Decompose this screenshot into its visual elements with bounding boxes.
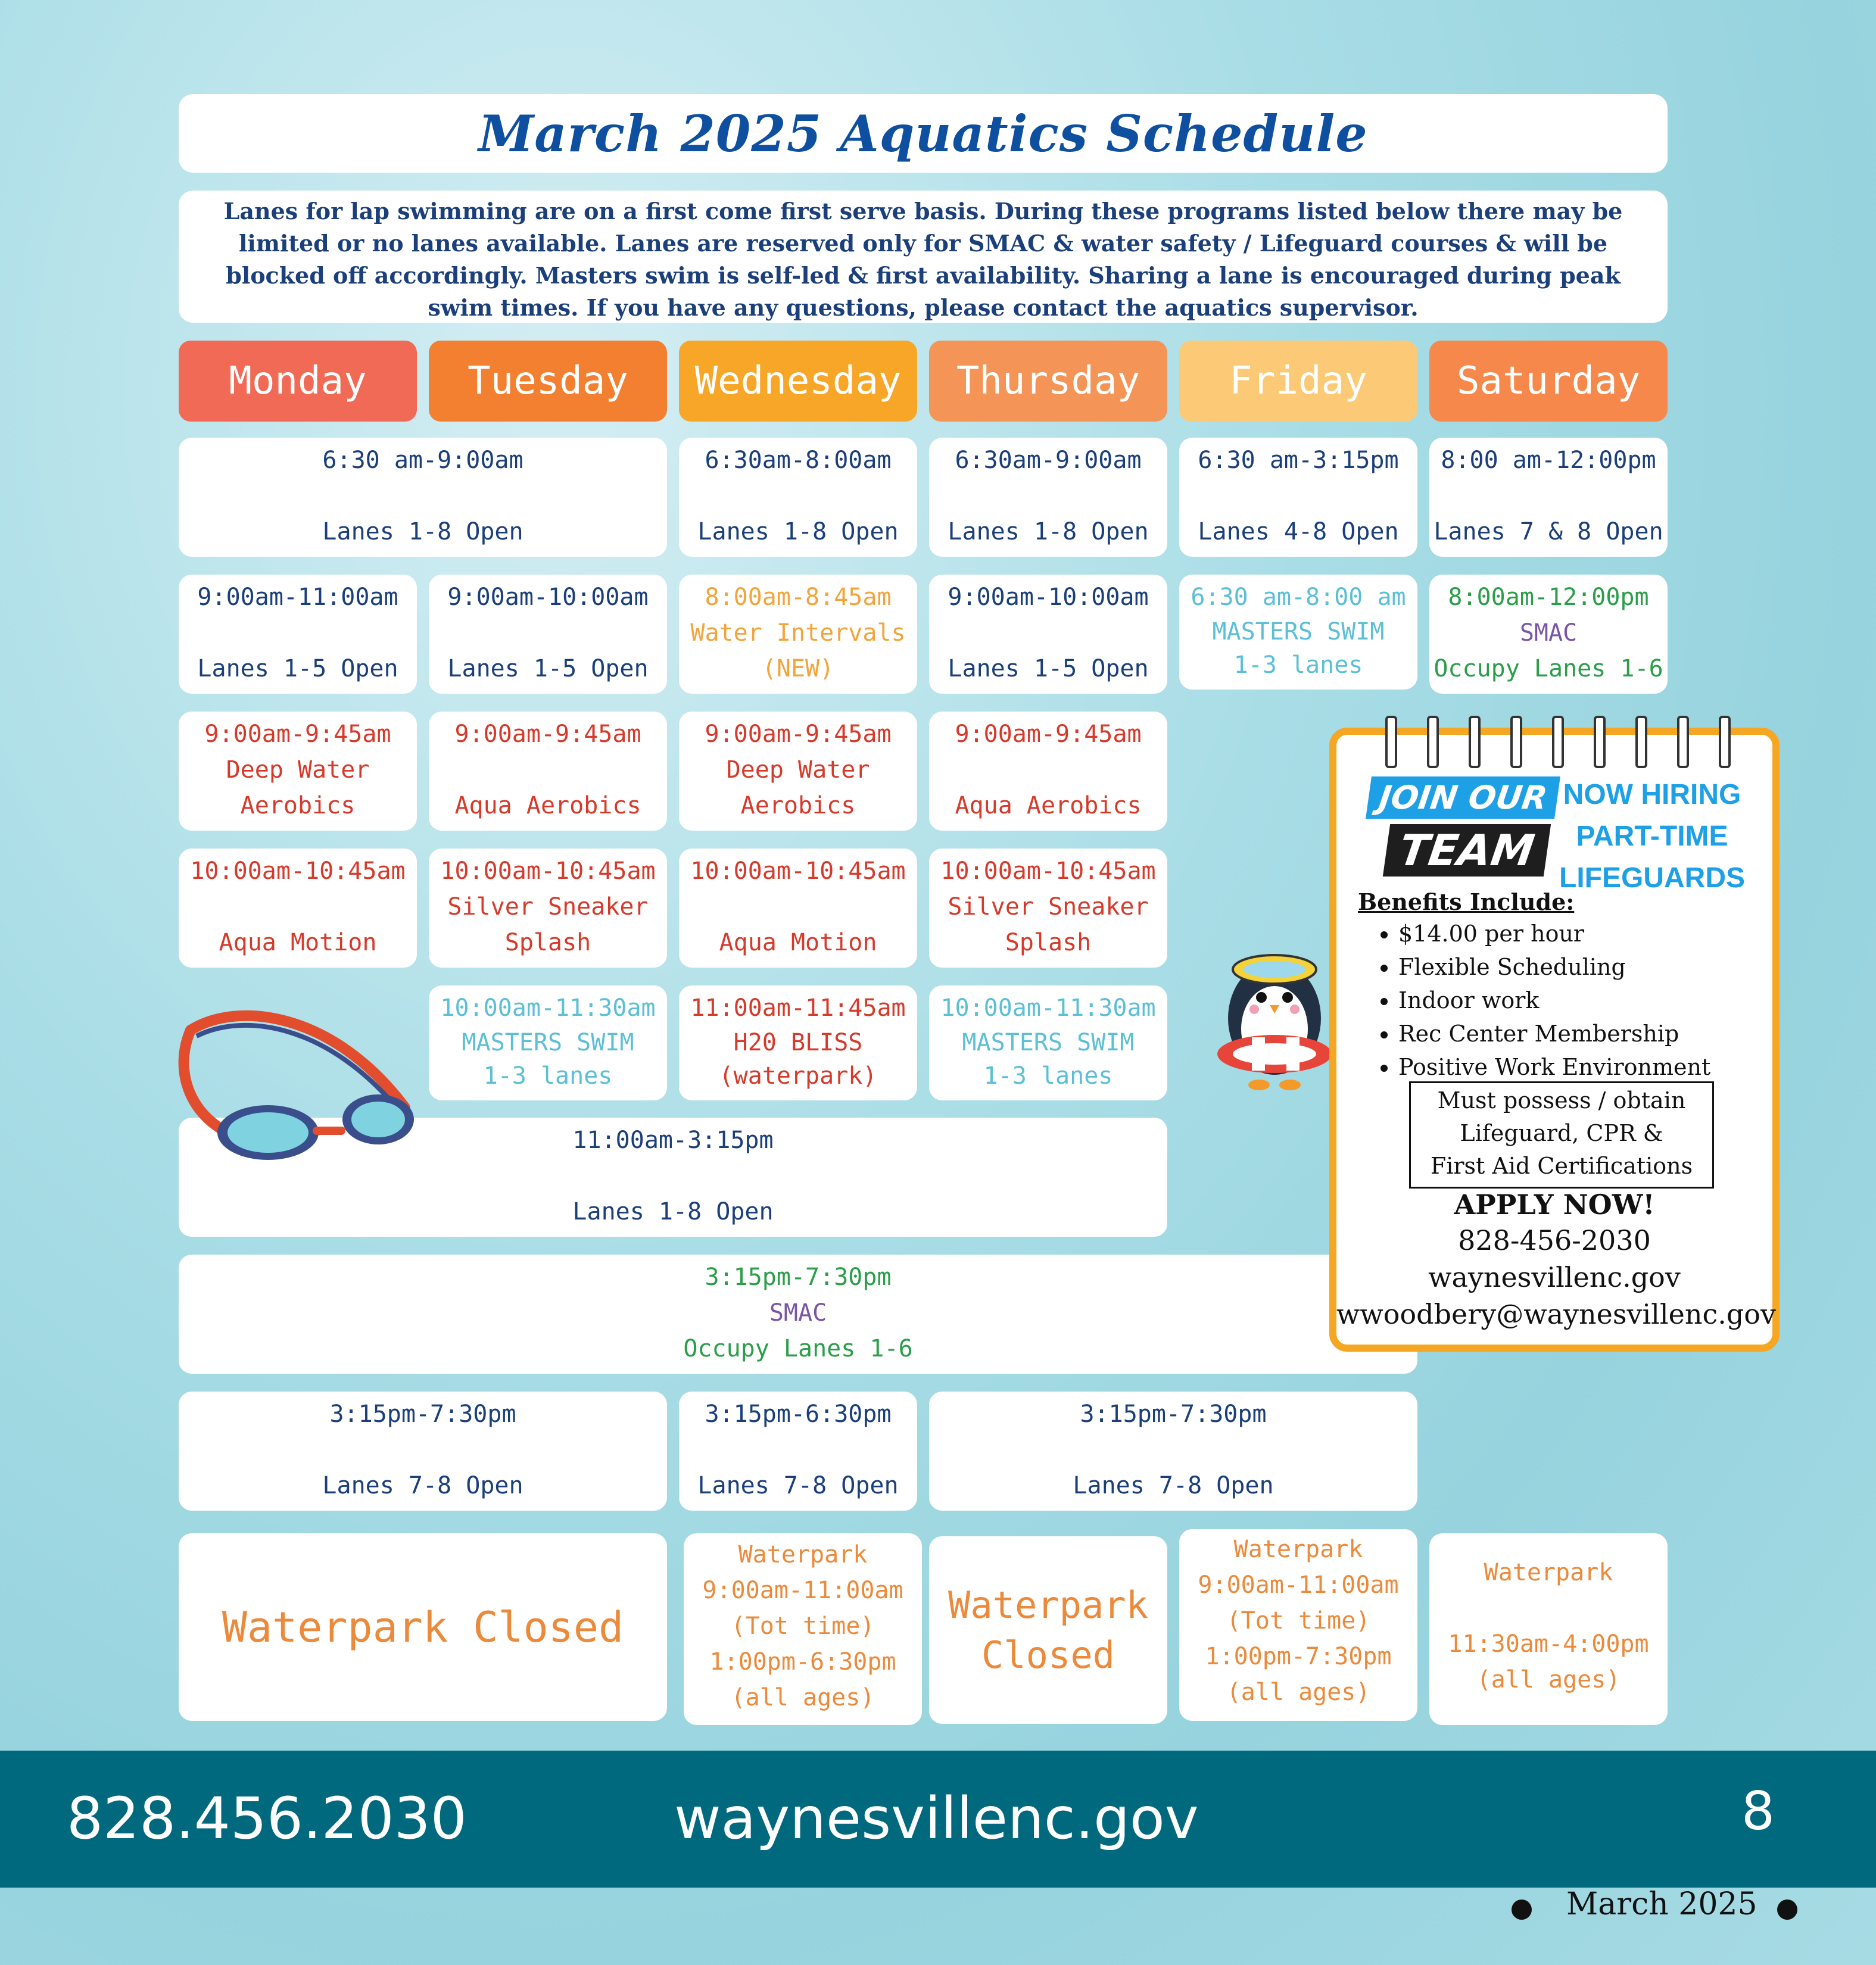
slot-program-2: Splash: [504, 929, 591, 956]
slot-lanes: Lanes 7-8 Open: [1073, 1472, 1274, 1499]
slot-time: 10:00am-11:30am: [940, 994, 1156, 1022]
slot-lanes: Lanes 7 & 8 Open: [1434, 518, 1663, 545]
slot-mon-aqua-motion: [179, 849, 417, 968]
slot-time: 10:00am-11:30am: [440, 994, 656, 1022]
slot-time: 3:15pm-7:30pm: [705, 1264, 892, 1291]
slot-time: 8:00am-8:45am: [705, 584, 892, 611]
slot-mon-tue-early: [179, 438, 667, 557]
slot-time: 8:00 am-12:00pm: [1441, 447, 1656, 474]
footer-date: March 2025: [1566, 1886, 1757, 1922]
benefit-item: • Flexible Scheduling: [1398, 950, 1710, 984]
slot-time: 10:00am-10:45am: [940, 857, 1156, 885]
intro-box: [179, 191, 1668, 323]
slot-wed-water-intervals: [679, 575, 917, 694]
waterpark-note-2: (all ages): [1226, 1679, 1370, 1706]
slot-lanes: Lanes 7-8 Open: [697, 1472, 899, 1499]
waterpark-note-2: (all ages): [731, 1684, 875, 1711]
day-header-thursday: Thursday: [929, 341, 1167, 422]
now-hiring-line: NOW HIRING: [1563, 779, 1741, 810]
slot-wed-early: [679, 438, 917, 557]
benefit-item: • Rec Center Membership: [1398, 1017, 1710, 1050]
benefits-list: [1380, 917, 1710, 1084]
slot-time: 6:30am-9:00am: [955, 447, 1142, 474]
notebook-ring-icon: [1427, 716, 1439, 768]
cert-line: Lifeguard, CPR &: [1460, 1120, 1663, 1146]
slot-sat-smac: [1429, 575, 1668, 694]
intro-text: Lanes for lap swimming are on a first come first serve basis. During these programs listed below there may be limited or no lanes available. Lanes are reserved only for SMAC & water safety / Lifeguard courses & will be blocked off accordingly. Masters swim is self-led & first availability. Sharing a lane is encouraged during peak swim times. If you have any questions, please contact the aquatics supervisor.: [223, 198, 1623, 321]
apply-now-label: APPLY NOW!: [1454, 1189, 1655, 1221]
slot-program: Aqua Motion: [219, 929, 377, 956]
slot-fri-masters: [1179, 575, 1417, 690]
lifeguards-line: LIFEGUARDS: [1559, 862, 1745, 894]
hiring-email-link[interactable]: wwoodbery@waynesvillenc.gov: [1336, 1298, 1776, 1330]
waterpark-mon-tue: [179, 1533, 667, 1721]
slot-time: 9:00am-9:45am: [454, 720, 641, 748]
hiring-phone: 828-456-2030: [1458, 1224, 1651, 1256]
part-time-line: PART-TIME: [1576, 821, 1728, 852]
notebook-ring-icon: [1594, 716, 1606, 768]
certification-requirements: [1409, 1081, 1714, 1189]
slot-lanes: Lanes 1-8 Open: [948, 518, 1149, 545]
slot-thu-silver-sneaker: [929, 849, 1167, 968]
slot-program: Silver Sneaker: [447, 893, 649, 921]
benefit-item: • Indoor work: [1398, 984, 1710, 1017]
slot-time: 10:00am-10:45am: [440, 857, 656, 885]
benefit-item: • $14.00 per hour: [1398, 917, 1710, 950]
slot-program: MASTERS SWIM: [1212, 618, 1385, 645]
slot-note: Occupy Lanes 1-6: [1434, 655, 1663, 682]
waterpark-thu: [929, 1536, 1167, 1724]
slot-program: Aqua Aerobics: [955, 792, 1142, 819]
slot-time: 9:00am-11:00am: [197, 584, 398, 611]
slot-program: H20 BLISS: [733, 1029, 863, 1056]
slot-wed-aqua-motion: [679, 849, 917, 968]
slot-tue-silver-sneaker: [429, 849, 667, 968]
slot-lanes: Lanes 1-5 Open: [197, 655, 398, 682]
slot-mon-deep-water: [179, 712, 417, 831]
slot-note: 1-3 lanes: [983, 1062, 1113, 1090]
waterpark-closed-label: Closed: [981, 1633, 1115, 1677]
swim-goggles-icon: [167, 994, 429, 1161]
slot-tue-aqua-aerobics: [429, 712, 667, 831]
slot-thu-masters: [929, 985, 1167, 1100]
slot-thu-aqua-aerobics: [929, 712, 1167, 831]
slot-time: 8:00am-12:00pm: [1448, 584, 1649, 611]
slot-time: 9:00am-9:45am: [204, 720, 391, 748]
slot-afternoon-smac: [179, 1255, 1417, 1374]
join-our-label: JOIN OUR: [1366, 776, 1560, 819]
slot-time: 11:00am-11:45am: [690, 994, 906, 1022]
slot-mon-row2: [179, 575, 417, 694]
slot-program: Water Intervals: [690, 619, 906, 647]
slot-time: 6:30 am-3:15pm: [1198, 447, 1399, 474]
bullet-dot-icon: [1777, 1900, 1797, 1920]
slot-program: SMAC: [1519, 619, 1578, 647]
day-header-friday: Friday: [1179, 341, 1417, 422]
slot-program-2: Splash: [1005, 929, 1092, 956]
waterpark-label: Waterpark: [738, 1541, 868, 1568]
day-header-monday: Monday: [179, 341, 417, 422]
waterpark-sat: [1429, 1533, 1668, 1725]
slot-time: 9:00am-10:00am: [447, 584, 649, 611]
slot-program: Aqua Aerobics: [454, 792, 641, 819]
slot-note: 1-3 lanes: [1233, 651, 1363, 679]
slot-time: 9:00am-9:45am: [705, 720, 892, 748]
hiring-website-link[interactable]: waynesvillenc.gov: [1428, 1261, 1681, 1293]
slot-lanes: Lanes 1-5 Open: [447, 655, 649, 682]
cert-line: Must possess / obtain: [1437, 1087, 1686, 1114]
waterpark-closed-label: Waterpark Closed: [222, 1602, 624, 1652]
waterpark-time-1: 9:00am-11:00am: [1198, 1571, 1399, 1599]
notebook-ring-icon: [1719, 716, 1731, 768]
slot-lanes: Lanes 1-8 Open: [322, 518, 523, 545]
slot-thu-fri-evening: [929, 1392, 1417, 1511]
waterpark-time-1: 9:00am-11:00am: [702, 1577, 903, 1604]
slot-time: 6:30 am-9:00am: [322, 447, 523, 474]
slot-tue-masters: [429, 985, 667, 1100]
waterpark-note-1: (all ages): [1476, 1666, 1621, 1693]
notebook-ring-icon: [1635, 716, 1647, 768]
slot-time: 9:00am-9:45am: [955, 720, 1142, 748]
slot-wed-evening: [679, 1392, 917, 1511]
slot-time: 6:30am-8:00am: [705, 447, 892, 474]
slot-program: MASTERS SWIM: [962, 1029, 1135, 1056]
notebook-ring-icon: [1552, 716, 1564, 768]
notebook-ring-icon: [1510, 716, 1522, 768]
slot-tue-row2: [429, 575, 667, 694]
waterpark-fri: [1179, 1529, 1417, 1721]
slot-mon-tue-evening: [179, 1392, 667, 1511]
waterpark-time-2: 1:00pm-6:30pm: [709, 1648, 896, 1676]
slot-lanes: Lanes 1-8 Open: [572, 1198, 774, 1225]
slot-lanes: Lanes 7-8 Open: [322, 1472, 523, 1499]
waterpark-time-1: 11:30am-4:00pm: [1448, 1630, 1649, 1658]
slot-time: 11:00am-3:15pm: [572, 1127, 774, 1154]
slot-time: 3:15pm-7:30pm: [1080, 1401, 1267, 1428]
slot-wed-h20-bliss: [679, 985, 917, 1100]
waterpark-label: Waterpark: [948, 1583, 1148, 1627]
slot-thu-row2: [929, 575, 1167, 694]
slot-time: 3:15pm-7:30pm: [329, 1401, 516, 1428]
waterpark-time-2: 1:00pm-7:30pm: [1205, 1643, 1392, 1670]
slot-program: MASTERS SWIM: [462, 1029, 634, 1056]
team-label: TEAM: [1383, 824, 1551, 877]
slot-wed-deep-water: [679, 712, 917, 831]
slot-fri-early: [1179, 438, 1417, 557]
day-header-saturday: Saturday: [1429, 341, 1668, 422]
waterpark-label: Waterpark: [1484, 1559, 1613, 1586]
slot-thu-early: [929, 438, 1167, 557]
slot-note: 1-3 lanes: [483, 1062, 613, 1090]
slot-note: (waterpark): [719, 1062, 877, 1090]
benefit-item: • Positive Work Environment: [1398, 1050, 1710, 1084]
cert-line: First Aid Certifications: [1430, 1153, 1693, 1179]
slot-program: Deep Water: [726, 756, 870, 784]
slot-program: SMAC: [769, 1299, 827, 1327]
slot-time: 3:15pm-6:30pm: [705, 1401, 892, 1428]
page-title: March 2025 Aquatics Schedule: [478, 104, 1368, 163]
slot-time: 10:00am-10:45am: [690, 857, 906, 885]
day-header-wednesday: Wednesday: [679, 341, 917, 422]
slot-note: (NEW): [762, 655, 834, 682]
notebook-ring-icon: [1677, 716, 1689, 768]
waterpark-wed: [684, 1533, 922, 1725]
bullet-dot-icon: [1512, 1900, 1532, 1920]
benefits-heading: Benefits Include:: [1358, 888, 1575, 915]
notebook-ring-icon: [1469, 716, 1481, 768]
footer-website-link[interactable]: waynesvillenc.gov: [674, 1785, 1199, 1852]
day-header-tuesday: Tuesday: [429, 341, 667, 422]
waterpark-label: Waterpark: [1233, 1536, 1363, 1563]
slot-sat-early: [1429, 438, 1668, 557]
now-hiring-heading: [1533, 774, 1771, 899]
footer-phone: 828.456.2030: [67, 1785, 467, 1852]
slot-time: 9:00am-10:00am: [948, 584, 1149, 611]
title-bar: [179, 94, 1668, 173]
slot-program: Aqua Motion: [719, 929, 877, 956]
slot-lanes: Lanes 1-8 Open: [697, 518, 899, 545]
slot-program-2: Aerobics: [240, 792, 356, 819]
waterpark-note-1: (Tot time): [731, 1612, 875, 1640]
hiring-notice: [1329, 728, 1780, 1352]
slot-time: 10:00am-10:45am: [190, 857, 406, 885]
slot-program: Silver Sneaker: [948, 893, 1149, 921]
waterpark-note-1: (Tot time): [1226, 1607, 1370, 1635]
page-number: 8: [1741, 1780, 1775, 1842]
slot-lanes: Lanes 4-8 Open: [1198, 518, 1399, 545]
slot-program-2: Aerobics: [740, 792, 856, 819]
notebook-ring-icon: [1385, 716, 1397, 768]
penguin-mascot-icon: [1215, 935, 1334, 1102]
slot-time: 6:30 am-8:00 am: [1191, 584, 1406, 611]
slot-lanes: Lanes 1-5 Open: [948, 655, 1149, 682]
slot-note: Occupy Lanes 1-6: [683, 1335, 913, 1362]
slot-program: Deep Water: [226, 756, 370, 784]
